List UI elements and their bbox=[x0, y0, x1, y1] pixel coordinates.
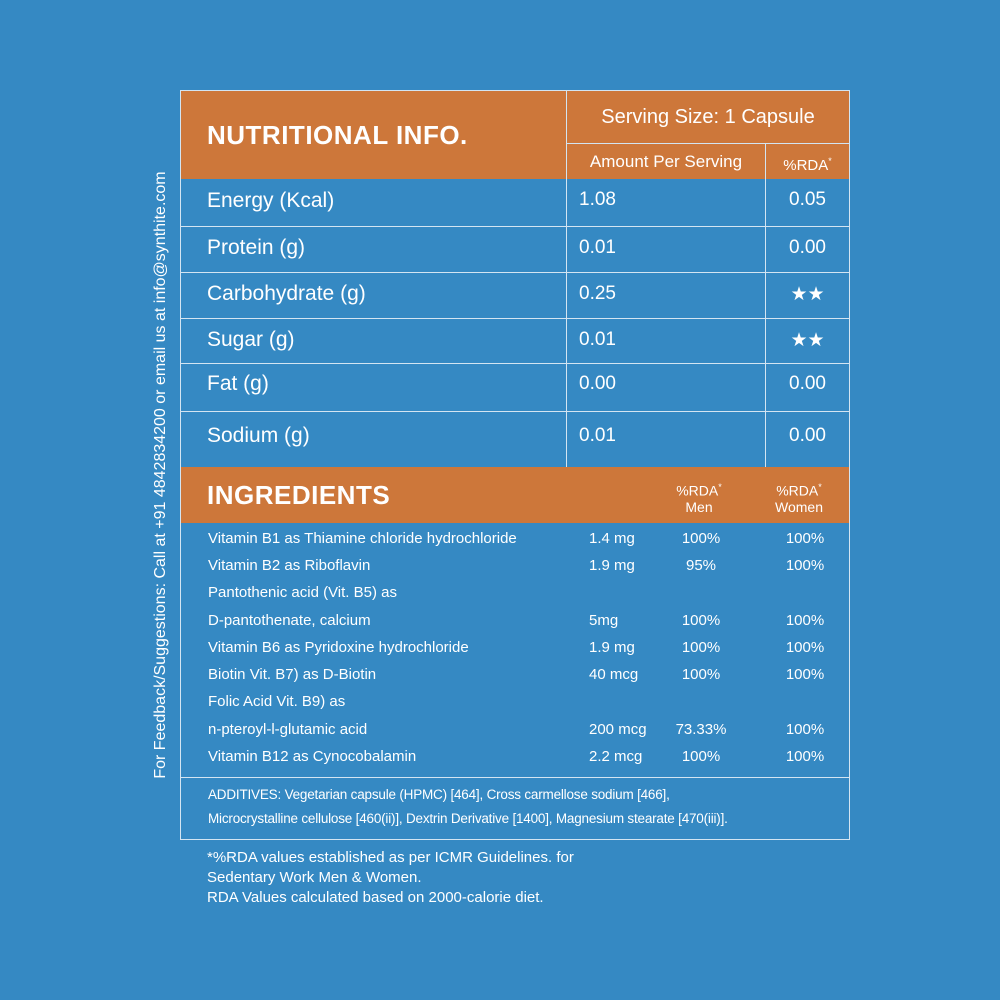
nutrition-row bbox=[181, 179, 849, 226]
ingredients-title: INGREDIENTS bbox=[207, 480, 391, 510]
nutrient-name: Fat (g) bbox=[207, 372, 269, 395]
ingredient-name: Biotin Vit. B7) as D-Biotin bbox=[208, 666, 377, 683]
ingredient-rda-women: 100% bbox=[785, 748, 825, 765]
nutrient-rda: ★★ bbox=[790, 284, 825, 305]
ingredient-rda-women: 100% bbox=[785, 721, 825, 738]
nutrition-row bbox=[181, 364, 849, 411]
column-rda-women: %RDA* Women bbox=[775, 482, 823, 515]
ingredient-rda-men: 100% bbox=[681, 748, 721, 765]
ingredient-amount: 1.4 mg bbox=[589, 530, 635, 547]
ingredient-row bbox=[181, 552, 849, 579]
ingredient-row bbox=[181, 579, 849, 606]
nutrient-rda: 0.00 bbox=[789, 237, 826, 258]
ingredient-name: Vitamin B6 as Pyridoxine hydrochloride bbox=[208, 639, 469, 656]
nutrient-name: Energy (Kcal) bbox=[207, 189, 335, 212]
ingredient-row bbox=[181, 607, 849, 634]
ingredient-name: Folic Acid Vit. B9) as bbox=[208, 693, 346, 710]
nutrition-row bbox=[181, 227, 849, 272]
ingredient-row bbox=[181, 743, 849, 770]
ingredient-rda-men: 95% bbox=[685, 557, 717, 574]
ingredient-amount: 1.9 mg bbox=[589, 557, 635, 574]
nutrient-amount: 0.00 bbox=[579, 373, 616, 394]
divider bbox=[181, 777, 849, 778]
nutrient-rda: ★★ bbox=[790, 330, 825, 351]
column-amount-per-serving: Amount Per Serving bbox=[589, 152, 743, 171]
nutrient-rda: 0.00 bbox=[789, 373, 826, 394]
nutrient-amount: 0.25 bbox=[579, 283, 616, 304]
ingredient-rda-women: 100% bbox=[785, 639, 825, 656]
divider bbox=[567, 143, 849, 144]
nutrition-label-panel bbox=[180, 90, 850, 840]
ingredient-amount: 40 mcg bbox=[589, 666, 639, 683]
ingredient-name: Vitamin B12 as Cynocobalamin bbox=[208, 748, 417, 765]
ingredient-row bbox=[181, 634, 849, 661]
ingredient-amount: 200 mcg bbox=[589, 721, 647, 738]
ingredient-amount: 2.2 mcg bbox=[589, 748, 643, 765]
ingredient-rda-women: 100% bbox=[785, 666, 825, 683]
ingredient-name: D-pantothenate, calcium bbox=[208, 612, 371, 629]
ingredient-rda-women: 100% bbox=[785, 612, 825, 629]
ingredient-name: Pantothenic acid (Vit. B5) as bbox=[208, 584, 397, 601]
ingredient-rda-men: 100% bbox=[681, 639, 721, 656]
ingredient-amount: 1.9 mg bbox=[589, 639, 635, 656]
ingredient-rda-women: 100% bbox=[785, 557, 825, 574]
ingredients-header bbox=[181, 467, 849, 523]
ingredient-rda-men: 100% bbox=[681, 530, 721, 547]
ingredient-name: n-pteroyl-l-glutamic acid bbox=[208, 721, 368, 738]
nutrient-amount: 0.01 bbox=[579, 237, 616, 258]
feedback-contact-note: For Feedback/Suggestions: Call at +91 4842834200 or email us at info@synthite.com bbox=[152, 171, 169, 779]
rda-footnote: *%RDA values established as per ICMR Guidelines. for Sedentary Work Men & Women. RDA Values calculated based on 2000-calorie diet. bbox=[207, 849, 574, 906]
nutrient-amount: 0.01 bbox=[579, 425, 616, 446]
additives-text: ADDITIVES: Vegetarian capsule (HPMC) [464], Cross carmellose sodium [466], Microcrystalline cellulose [460(ii)], Dextrin Derivative [1400], Magnesium stearate [470(iii)]. bbox=[208, 787, 728, 826]
ingredient-rda-women: 100% bbox=[785, 530, 825, 547]
ingredient-row bbox=[181, 716, 849, 743]
nutrient-name: Sodium (g) bbox=[207, 424, 310, 447]
ingredient-rda-men: 73.33% bbox=[675, 721, 727, 738]
column-rda: %RDA* bbox=[783, 156, 832, 174]
nutrient-amount: 1.08 bbox=[579, 189, 616, 210]
nutrient-amount: 0.01 bbox=[579, 329, 616, 350]
nutrient-name: Sugar (g) bbox=[207, 328, 295, 351]
nutrition-row bbox=[181, 412, 849, 467]
ingredient-row bbox=[181, 661, 849, 688]
ingredient-name: Vitamin B1 as Thiamine chloride hydrochloride bbox=[208, 530, 517, 547]
serving-size: Serving Size: 1 Capsule bbox=[601, 106, 815, 128]
ingredient-row bbox=[181, 525, 849, 552]
column-rda-men: %RDA* Men bbox=[676, 482, 722, 515]
ingredient-amount: 5mg bbox=[589, 612, 619, 629]
nutrition-row bbox=[181, 319, 849, 363]
nutrition-row bbox=[181, 273, 849, 318]
nutrient-rda: 0.00 bbox=[789, 425, 826, 446]
nutrition-title: NUTRITIONAL INFO. bbox=[207, 120, 468, 150]
nutrient-name: Carbohydrate (g) bbox=[207, 282, 366, 305]
nutrient-name: Protein (g) bbox=[207, 236, 306, 259]
ingredient-name: Vitamin B2 as Riboflavin bbox=[208, 557, 371, 574]
nutrition-header bbox=[181, 91, 849, 179]
ingredient-rda-men: 100% bbox=[681, 612, 721, 629]
nutrient-rda: 0.05 bbox=[789, 189, 826, 210]
ingredient-row bbox=[181, 688, 849, 715]
ingredient-rda-men: 100% bbox=[681, 666, 721, 683]
